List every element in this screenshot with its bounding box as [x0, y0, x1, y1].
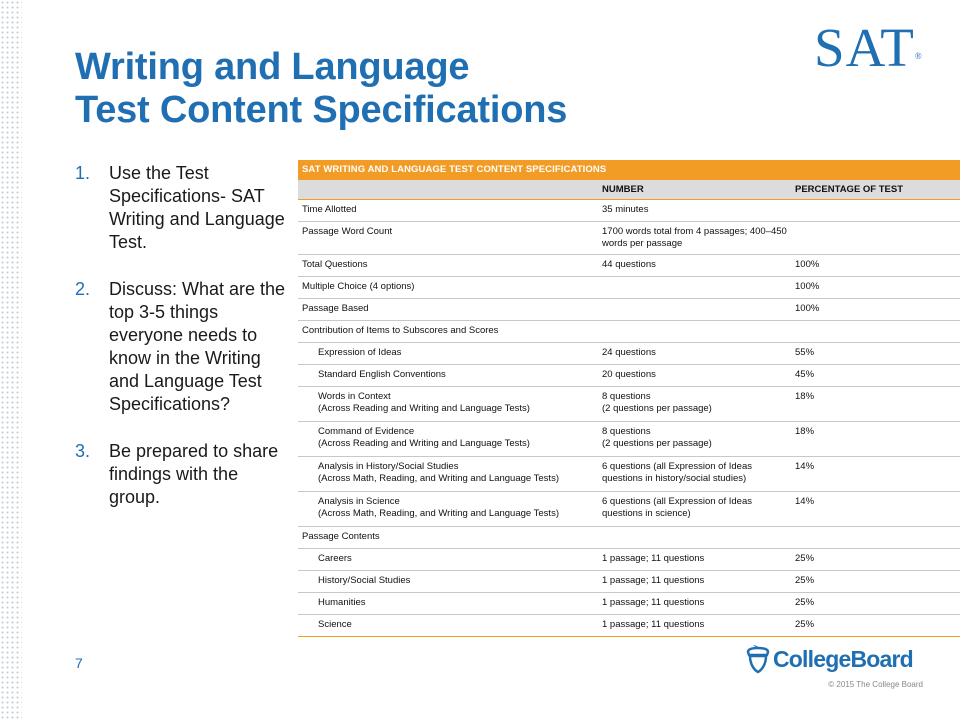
cell-text: (Across Math, Reading, and Writing and Language Tests) — [318, 473, 559, 484]
cell-text: 100% — [795, 281, 820, 292]
cell-text: Science — [318, 619, 352, 630]
row-number — [598, 365, 791, 387]
cell-text: Multiple Choice (4 options) — [302, 281, 415, 292]
row-percentage — [791, 422, 960, 457]
row-label — [298, 527, 598, 549]
instruction-number: 2. — [75, 279, 91, 299]
slide-title-line-1: Writing and Language — [75, 46, 470, 88]
table-row — [298, 343, 960, 365]
table-title: SAT WRITING AND LANGUAGE TEST CONTENT SPECIFICATIONS — [298, 160, 960, 180]
instruction-number: 1. — [75, 163, 91, 183]
cell-text: 20 questions — [602, 369, 656, 380]
cell-text: 14% — [795, 461, 815, 472]
row-percentage — [791, 387, 960, 422]
cell-text: 1 passage; 11 questions — [602, 597, 705, 608]
cell-text: 1 passage; 11 questions — [602, 553, 705, 564]
row-number — [598, 422, 791, 457]
cell-text: 18% — [795, 426, 815, 437]
dotted-margin-pattern — [0, 0, 22, 720]
row-percentage — [791, 365, 960, 387]
row-number — [598, 255, 791, 277]
table-row — [298, 549, 960, 571]
copyright-notice: © 2015 The College Board — [828, 680, 923, 689]
cell-text: Analysis in History/Social Studies — [318, 461, 459, 472]
instruction-item — [75, 440, 290, 509]
row-label — [298, 277, 598, 299]
cell-text: 1 passage; 11 questions — [602, 619, 705, 630]
row-number — [598, 593, 791, 615]
table-row — [298, 255, 960, 277]
row-number — [598, 387, 791, 422]
cell-text: Command of Evidence — [318, 426, 415, 437]
cell-text: 8 questions — [602, 426, 651, 437]
table-row — [298, 200, 960, 222]
cell-text: 6 questions (all Expression of Ideas — [602, 496, 752, 507]
cell-text: 24 questions — [602, 347, 656, 358]
cell-text: Contribution of Items to Subscores and Scores — [302, 325, 499, 336]
cell-text: (Across Reading and Writing and Language Tests) — [318, 403, 530, 414]
cell-text: Standard English Conventions — [318, 369, 446, 380]
table-row — [298, 527, 960, 549]
cell-text: Time Allotted — [302, 204, 357, 215]
cell-text: 8 questions — [602, 391, 651, 402]
table-row — [298, 492, 960, 527]
table-row — [298, 571, 960, 593]
row-label — [298, 492, 598, 527]
cell-text: Expression of Ideas — [318, 347, 402, 358]
row-percentage — [791, 277, 960, 299]
content-specifications-table — [298, 160, 960, 637]
column-header-label — [298, 180, 598, 200]
row-label — [298, 365, 598, 387]
cell-text: 25% — [795, 619, 815, 630]
table-row — [298, 365, 960, 387]
instruction-list — [75, 162, 290, 533]
sat-logo-text: SAT — [814, 17, 915, 78]
row-percentage — [791, 321, 960, 343]
slide-title-line-2: Test Content Specifications — [75, 89, 568, 131]
row-number — [598, 527, 791, 549]
row-number — [598, 615, 791, 637]
cell-text: Careers — [318, 553, 352, 564]
slide-title — [75, 46, 567, 132]
college-board-logo — [746, 644, 913, 674]
row-label — [298, 299, 598, 321]
cell-text: 25% — [795, 553, 815, 564]
row-number — [598, 321, 791, 343]
row-percentage — [791, 571, 960, 593]
row-percentage — [791, 343, 960, 365]
cell-text: Analysis in Science — [318, 496, 400, 507]
row-label — [298, 549, 598, 571]
page-number: 7 — [75, 655, 83, 671]
cell-text: Total Questions — [302, 259, 368, 270]
cell-text: Passage Based — [302, 303, 369, 314]
table-row — [298, 457, 960, 492]
column-header-number: NUMBER — [598, 180, 791, 200]
cell-text: (Across Reading and Writing and Language Tests) — [318, 438, 530, 449]
cell-text: 55% — [795, 347, 815, 358]
row-label — [298, 321, 598, 343]
row-label — [298, 571, 598, 593]
row-label — [298, 255, 598, 277]
cell-text: (Across Math, Reading, and Writing and Language Tests) — [318, 508, 559, 519]
row-percentage — [791, 457, 960, 492]
cell-text: 1 passage; 11 questions — [602, 575, 705, 586]
column-header-percentage: PERCENTAGE OF TEST — [791, 180, 960, 200]
row-number — [598, 200, 791, 222]
table-row — [298, 321, 960, 343]
instruction-text: Be prepared to share findings with the group. — [109, 441, 279, 507]
row-label — [298, 457, 598, 492]
cell-text: Words in Context — [318, 391, 391, 402]
cell-text: Passage Contents — [302, 531, 380, 542]
cell-text: questions in history/social studies) — [602, 473, 747, 484]
cell-text: History/Social Studies — [318, 575, 411, 586]
row-percentage — [791, 222, 960, 255]
cell-text: 25% — [795, 597, 815, 608]
instruction-text: Discuss: What are the top 3-5 things everyone needs to know in the Writing and Language Test Specifications? — [109, 279, 286, 414]
cell-text: questions in science) — [602, 508, 691, 519]
college-board-wordmark: CollegeBoard — [773, 645, 913, 672]
row-percentage — [791, 492, 960, 527]
cell-text: Humanities — [318, 597, 366, 608]
cell-text: 18% — [795, 391, 815, 402]
row-label — [298, 593, 598, 615]
cell-text: 6 questions (all Expression of Ideas — [602, 461, 752, 472]
instruction-number: 3. — [75, 441, 91, 461]
table-row — [298, 277, 960, 299]
instruction-item — [75, 278, 290, 416]
row-percentage — [791, 299, 960, 321]
row-label — [298, 343, 598, 365]
cell-text: Passage Word Count — [302, 226, 393, 237]
row-label — [298, 200, 598, 222]
row-number — [598, 549, 791, 571]
acorn-icon — [746, 644, 770, 674]
cell-text: (2 questions per passage) — [602, 403, 712, 414]
row-label — [298, 615, 598, 637]
cell-text: 45% — [795, 369, 815, 380]
row-percentage — [791, 255, 960, 277]
row-label — [298, 222, 598, 255]
row-number — [598, 492, 791, 527]
cell-text: 100% — [795, 303, 820, 314]
cell-text: 35 minutes — [602, 204, 649, 215]
row-percentage — [791, 593, 960, 615]
sat-logo — [814, 18, 922, 78]
cell-text: 100% — [795, 259, 820, 270]
table-row — [298, 299, 960, 321]
table-row — [298, 422, 960, 457]
row-label — [298, 387, 598, 422]
table-row — [298, 222, 960, 255]
cell-text: 25% — [795, 575, 815, 586]
table-row — [298, 615, 960, 637]
row-percentage — [791, 615, 960, 637]
table-body — [298, 200, 960, 637]
instruction-item — [75, 162, 290, 254]
row-number — [598, 299, 791, 321]
row-number — [598, 277, 791, 299]
table-row — [298, 593, 960, 615]
row-number — [598, 457, 791, 492]
cell-text: 44 questions — [602, 259, 656, 270]
row-number — [598, 343, 791, 365]
table-row — [298, 387, 960, 422]
cell-text: 14% — [795, 496, 815, 507]
instruction-text: Use the Test Specifications- SAT Writing and Language Test. — [109, 163, 285, 252]
cell-text: (2 questions per passage) — [602, 438, 712, 449]
cell-text: 1700 words total from 4 passages; 400–450 words per passage — [602, 226, 787, 249]
row-percentage — [791, 549, 960, 571]
row-number — [598, 222, 791, 255]
row-percentage — [791, 527, 960, 549]
registered-mark: ® — [914, 51, 922, 61]
row-label — [298, 422, 598, 457]
row-percentage — [791, 200, 960, 222]
row-number — [598, 571, 791, 593]
